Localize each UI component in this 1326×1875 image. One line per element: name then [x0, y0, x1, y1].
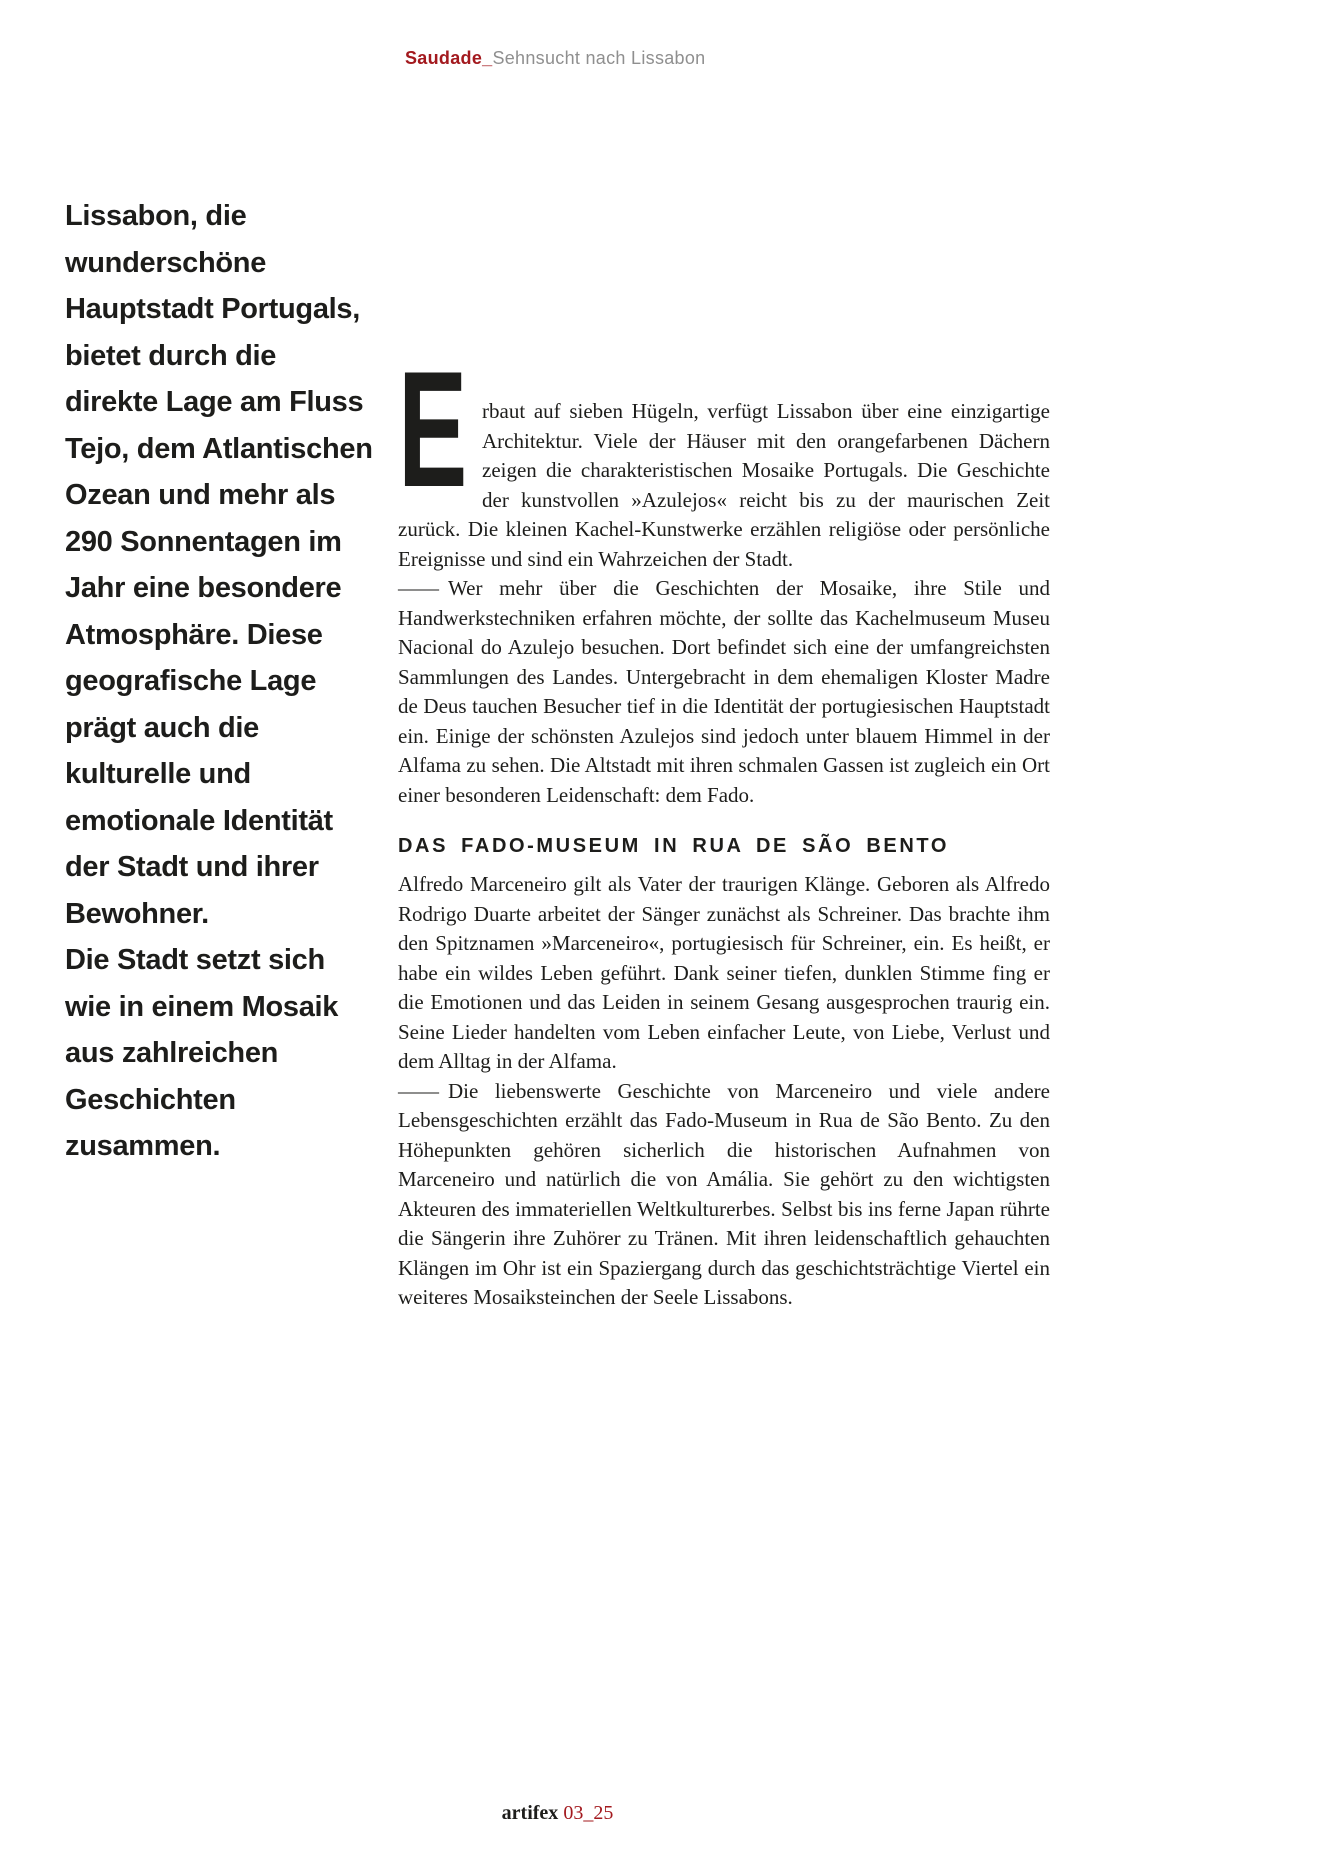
paragraph-2-text: Wer mehr über die Geschichten der Mosaike, ihre Stile und Handwerkstechniken erfahren möchte, der sollte das Kachelmuseum Museu Nacional do Azulejo besuchen. Dort befindet sich eine der umfangreichsten Sammlungen des Landes. Untergebracht in dem ehemaligen Kloster Madre de Deus tauchen Besucher tief in die Identität der portugiesischen Hauptstadt ein. Einige der schönsten Azulejos sind jedoch unter blauem Himmel in der Alfama zu sehen. Die Altstadt mit ihren schmalen Gassen ist zugleich ein Ort einer besonderen Leidenschaft: dem Fado.	[398, 576, 1050, 807]
dropcap-letter: E	[398, 337, 468, 521]
section-heading: DAS FADO-MUSEUM IN RUA DE SÃO BENTO	[398, 835, 950, 857]
paragraph-1	[398, 337, 1050, 574]
paragraph-1-text: rbaut auf sieben Hügeln, verfügt Lissabon über eine einzigartige Architektur. Viele der Häuser mit den orangefarbenen Dächern zeigen die charakteristischen Mosaike Portugals. Die Geschichte der kunstvollen »Azulejos« reicht bis zu der maurischen Zeit zurück. Die kleinen Kachel-Kunstwerke erzählen religiöse oder persönliche Ereignisse und sind ein Wahrzeichen der Stadt.	[398, 399, 1050, 571]
footer-issue: 03_25	[563, 1802, 614, 1824]
paragraph-2	[398, 574, 1050, 810]
paragraph-dash: ——	[398, 576, 438, 600]
header-subtitle: Sehnsucht nach Lissabon	[492, 48, 706, 68]
dropcap-float	[398, 337, 482, 521]
intro-lead-text: Lissabon, die wunderschöne Hauptstadt Portugals, bietet durch die direkte Lage am Fluss Tejo, dem Atlantischen Ozean und mehr als 290 Sonnentagen im Jahr eine besondere Atmosphäre. Diese geografische Lage prägt auch die kulturelle und emotionale Identität der Stadt und ihrer Bewohner. Die Stadt setzt sich wie in einem Mosaik aus zahlreichen Geschichten zusammen.	[65, 200, 373, 1162]
header-brand: Saudade_	[405, 48, 493, 68]
page-header	[405, 48, 706, 69]
paragraph-3	[398, 870, 1050, 1077]
article-body	[398, 337, 1050, 1313]
paragraph-4-text: Die liebenswerte Geschichte von Marceneiro und viele andere Lebensgeschichten erzählt das Fado-Museum in Rua de São Bento. Zu den Höhepunkten gehören sicherlich die historischen Aufnahmen von Marceneiro und natürlich die von Amália. Sie gehört zu den wichtigsten Akteuren des immateriellen Weltkulturerbes. Selbst bis ins ferne Japan rührte die Sängerin ihre Zuhörer zu Tränen. Mit ihren leidenschaftlich gehauchten Klängen im Ohr ist ein Spaziergang durch das geschichtsträchtige Viertel ein weiteres Mosaiksteinchen der Seele Lissabons.	[398, 1078, 1050, 1309]
paragraph-4	[398, 1077, 1050, 1313]
paragraph-dash: ——	[398, 1078, 438, 1103]
footer-brand: artifex	[501, 1802, 559, 1824]
page-footer	[65, 1802, 1050, 1825]
paragraph-3-text: Alfredo Marceneiro gilt als Vater der traurigen Klänge. Geboren als Alfredo Rodrigo Duarte arbeitet der Sänger zunächst als Schreiner. Das brachte ihm den Spitznamen »Marceneiro«, portugiesisch für Schreiner, ein. Es heißt, er habe ein wildes Leben geführt. Dank seiner tiefen, dunklen Stimme fing er die Emotionen und das Leiden in seinem Gesang ausgesprochen traurig ein. Seine Lieder handelten vom Leben einfacher Leute, von Liebe, Verlust und dem Alltag in der Alfama.	[398, 872, 1050, 1073]
